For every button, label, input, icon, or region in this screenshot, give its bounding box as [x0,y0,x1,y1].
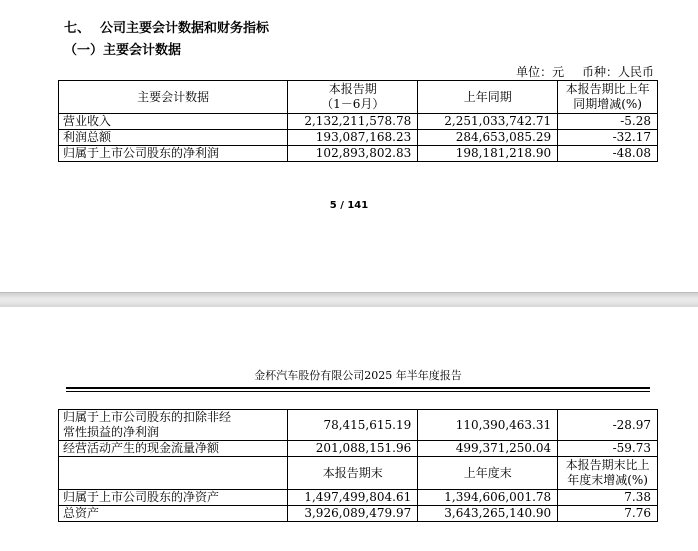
row-label-line2: 常性损益的净利润 [63,425,160,439]
header-current-line2: （1－6月） [321,97,385,111]
report-header: 金杯汽车股份有限公司2025 年半年度报告 [66,367,650,389]
subsection-heading: （一）主要会计数据 [64,43,182,58]
main-accounting-data-table [58,80,658,162]
unit-label: 单位：元 [516,65,565,79]
row-current: 102,893,802.83 [288,146,418,162]
table-header-row [59,81,658,114]
row-change: -59.73 [558,441,658,457]
row-prior: 3,643,265,140.90 [418,506,558,522]
row-current: 78,415,615.19 [288,410,418,441]
table-header-row [59,457,658,490]
row-label: 经营活动产生的现金流量净额 [59,441,288,457]
header-current-line1: 本报告期 [328,82,377,96]
row-change: 7.76 [558,506,658,522]
row-current: 2,132,211,578.78 [288,114,418,130]
row-prior: 2,251,033,742.71 [418,114,558,130]
currency-label: 币种：人民币 [581,65,654,79]
main-accounting-data-table-continued [58,409,658,522]
header-change-line2: 年度末增减(%) [567,473,648,487]
unit-note [502,63,654,80]
header-item: 主要会计数据 [59,81,288,114]
row-change: -5.28 [558,114,658,130]
header-change [558,457,658,490]
header-prior-year-end: 上年度末 [418,457,558,490]
header-change-line1: 本报告期末比上 [565,458,650,472]
page-number: 5 / 141 [329,200,369,211]
row-prior: 284,653,085.29 [418,130,558,146]
header-change [558,81,658,114]
row-change: -48.08 [558,146,658,162]
table-row [59,130,658,146]
header-current-period [288,81,418,114]
table-row [59,146,658,162]
header-prior-period: 上年同期 [418,81,558,114]
row-label: 归属于上市公司股东的净利润 [59,146,288,162]
row-current: 1,497,499,804.61 [288,490,418,506]
section-heading [64,17,269,36]
row-label [59,410,288,441]
table-row [59,441,658,457]
section-number: 七、 [64,21,91,36]
row-change: -28.97 [558,410,658,441]
row-label: 营业收入 [59,114,288,130]
row-current: 201,088,151.96 [288,441,418,457]
table-row [59,410,658,441]
header-change-line2: 同期增减(%) [573,97,642,111]
row-change: 7.38 [558,490,658,506]
table-row [59,506,658,522]
row-current: 193,087,168.23 [288,130,418,146]
header-change-line1: 本报告期比上年 [565,82,650,96]
row-label: 归属于上市公司股东的净资产 [59,490,288,506]
header-period-end: 本报告期末 [288,457,418,490]
row-prior: 1,394,606,001.78 [418,490,558,506]
row-prior: 198,181,218.90 [418,146,558,162]
row-prior: 110,390,463.31 [418,410,558,441]
table-row [59,114,658,130]
row-prior: 499,371,250.04 [418,441,558,457]
table-row [59,490,658,506]
row-current: 3,926,089,479.97 [288,506,418,522]
row-label: 利润总额 [59,130,288,146]
page-6 [0,307,698,551]
row-change: -32.17 [558,130,658,146]
row-label-line1: 归属于上市公司股东的扣除非经 [63,410,232,424]
header-empty [59,457,288,490]
page-separator [0,292,698,308]
row-label: 总资产 [59,506,288,522]
section-title: 公司主要会计数据和财务指标 [100,21,270,36]
